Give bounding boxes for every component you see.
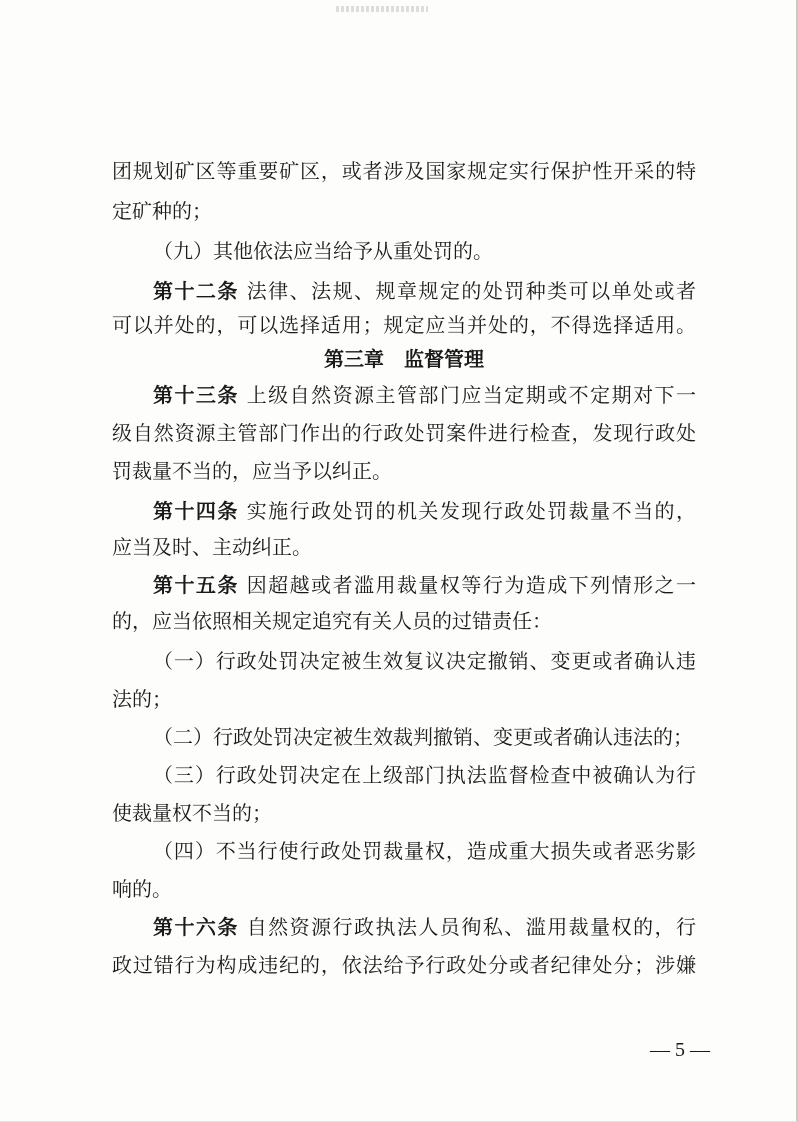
chapter-heading: 第三章 监督管理 xyxy=(324,347,484,371)
text-line: 定矿种的； xyxy=(112,199,212,223)
article-text: 法律、法规、规章规定的处罚种类可以单处或者 xyxy=(246,279,696,303)
article-first-line xyxy=(112,912,696,942)
article-number: 第十六条 xyxy=(153,915,239,939)
article-first-line xyxy=(112,380,696,410)
text-line: （四）不当行使行政处罚裁量权，造成重大损失或者恶劣影 xyxy=(153,839,696,863)
scan-artifact xyxy=(336,6,428,12)
text-line: （九）其他依法应当给予从重处罚的。 xyxy=(153,239,493,263)
text-line: 法的； xyxy=(112,687,172,711)
article-number: 第十四条 xyxy=(153,499,239,523)
article-text: 上级自然资源主管部门应当定期或不定期对下一 xyxy=(246,383,696,407)
article-first-line xyxy=(112,276,696,306)
article-first-line xyxy=(112,496,696,526)
article-number: 第十三条 xyxy=(153,383,239,407)
text-line: （三）行政处罚决定在上级部门执法监督检查中被确认为行 xyxy=(153,763,696,787)
text-line: 应当及时、主动纠正。 xyxy=(112,535,312,559)
text-line: 响的。 xyxy=(112,877,172,901)
page-number: — 5 — xyxy=(650,1039,710,1061)
text-line: （一）行政处罚决定被生效复议决定撤销、变更或者确认违 xyxy=(153,649,696,673)
text-line: （二）行政处罚决定被生效裁判撤销、变更或者确认违法的； xyxy=(153,725,693,749)
article-text: 实施行政处罚的机关发现行政处罚裁量不当的， xyxy=(246,499,696,523)
article-number: 第十二条 xyxy=(153,279,239,303)
article-text: 因超越或者滥用裁量权等行为造成下列情形之一 xyxy=(246,573,696,597)
text-line: 可以并处的，可以选择适用；规定应当并处的，不得选择适用。 xyxy=(112,313,696,337)
article-number: 第十五条 xyxy=(153,573,239,597)
text-line: 团规划矿区等重要矿区，或者涉及国家规定实行保护性开采的特 xyxy=(112,159,696,183)
article-first-line xyxy=(112,570,696,600)
text-line: 级自然资源主管部门作出的行政处罚案件进行检查，发现行政处 xyxy=(112,421,696,445)
text-line: 政过错行为构成违纪的，依法给予行政处分或者纪律处分；涉嫌 xyxy=(112,953,696,977)
text-line: 使裁量权不当的； xyxy=(112,801,272,825)
article-text: 自然资源行政执法人员徇私、滥用裁量权的，行 xyxy=(246,915,696,939)
text-line: 的，应当依照相关规定追究有关人员的过错责任： xyxy=(112,609,552,633)
text-line: 罚裁量不当的，应当予以纠正。 xyxy=(112,459,392,483)
